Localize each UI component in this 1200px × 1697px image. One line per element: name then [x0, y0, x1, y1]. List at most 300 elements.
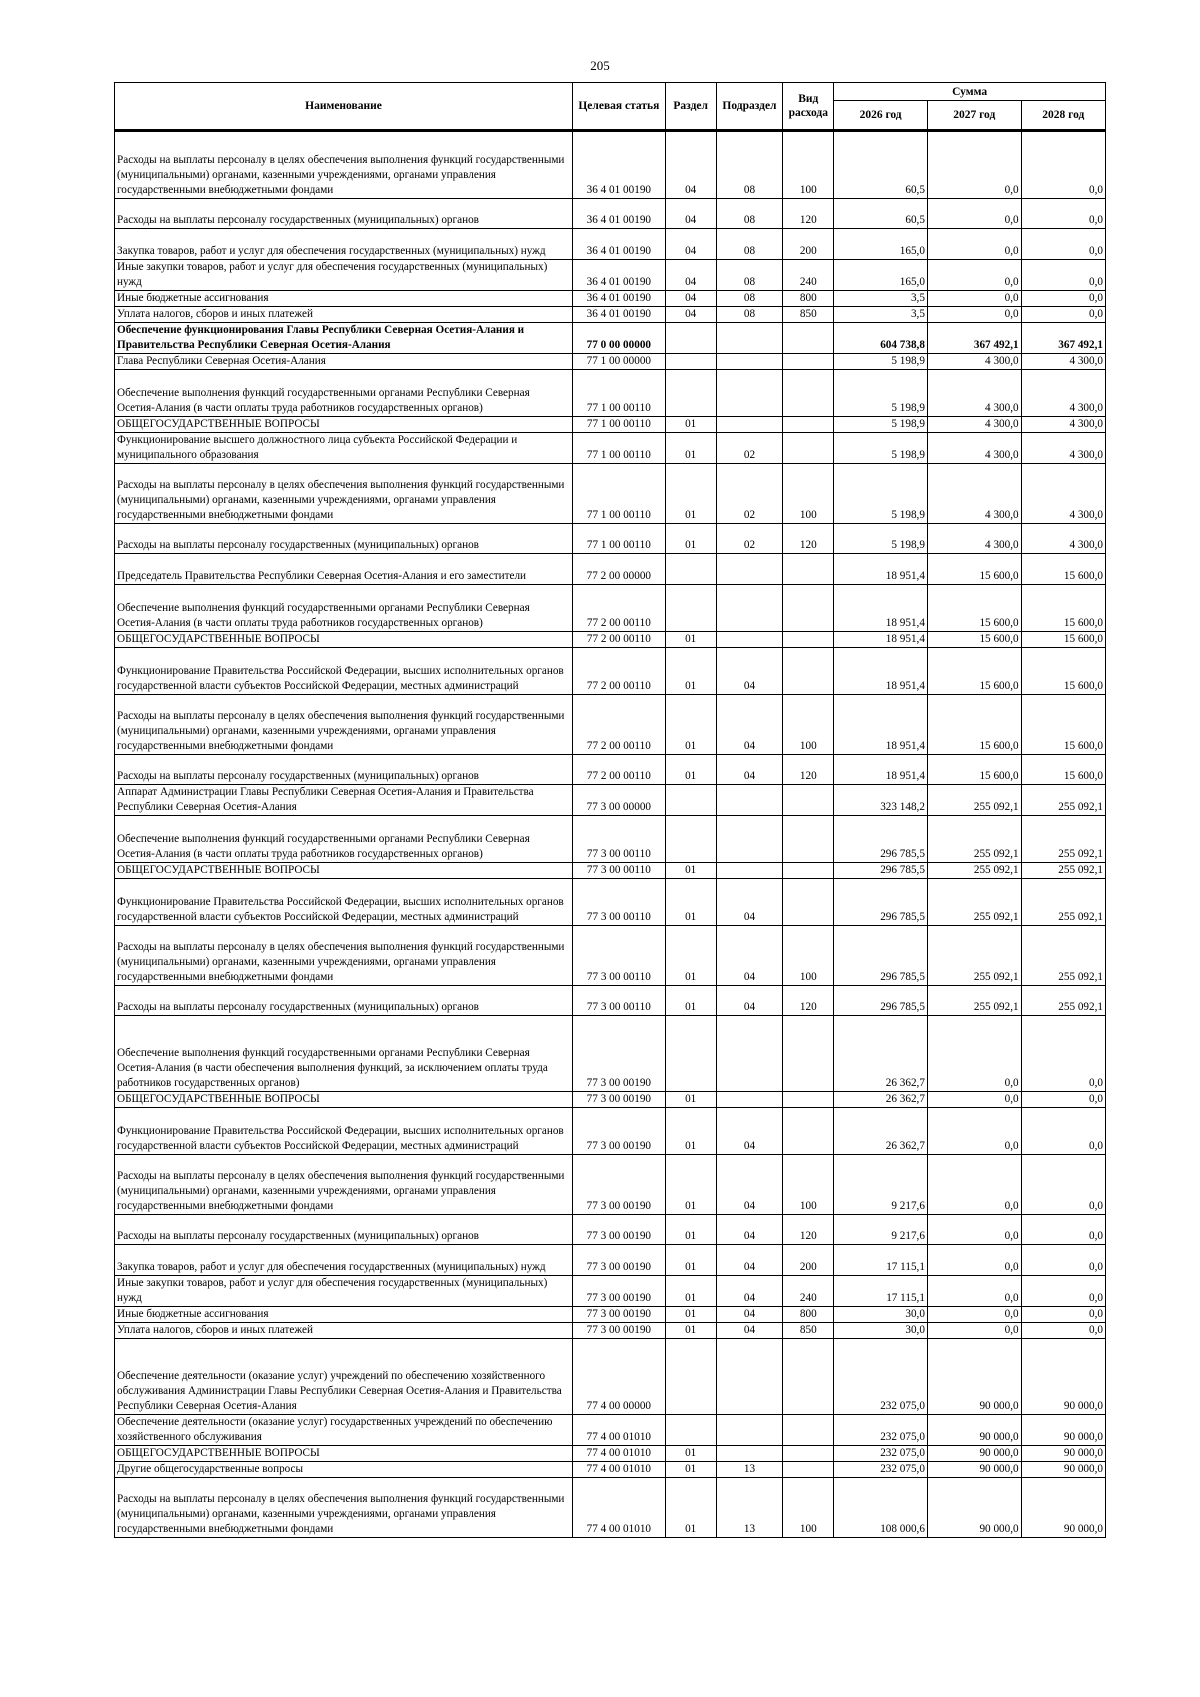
- cell-subsection: 08: [716, 307, 783, 323]
- cell-2028: 0,0: [1021, 1108, 1105, 1155]
- cell-subsection: [716, 1092, 783, 1108]
- cell-2026: 18 951,4: [834, 632, 928, 648]
- cell-section: 01: [665, 1276, 716, 1307]
- cell-2028: 0,0: [1021, 307, 1105, 323]
- cell-subsection: 04: [716, 1108, 783, 1155]
- cell-type: [783, 370, 834, 417]
- cell-type: 200: [783, 1245, 834, 1276]
- cell-section: 04: [665, 199, 716, 229]
- cell-section: 01: [665, 1108, 716, 1155]
- table-row: [115, 863, 1106, 879]
- cell-type: [783, 1092, 834, 1108]
- cell-target: 77 0 00 00000: [573, 323, 666, 354]
- cell-section: 01: [665, 1446, 716, 1462]
- table-row: [115, 585, 1106, 632]
- cell-subsection: 04: [716, 879, 783, 926]
- table-row: [115, 648, 1106, 695]
- cell-2027: 255 092,1: [927, 879, 1021, 926]
- cell-2027: 255 092,1: [927, 863, 1021, 879]
- cell-2028: 0,0: [1021, 1276, 1105, 1307]
- cell-2028: 367 492,1: [1021, 323, 1105, 354]
- table-row: [115, 1415, 1106, 1446]
- cell-subsection: [716, 863, 783, 879]
- cell-2026: 3,5: [834, 307, 928, 323]
- cell-target: 77 3 00 00190: [573, 1108, 666, 1155]
- cell-name: Расходы на выплаты персоналу в целях обеспечения выполнения функций государственными (муниципальными) органами, казенными учреждениями, органами управления государственными внебюджетными фондами: [115, 1155, 573, 1215]
- cell-2028: 255 092,1: [1021, 879, 1105, 926]
- cell-2026: 26 362,7: [834, 1092, 928, 1108]
- cell-2028: 4 300,0: [1021, 417, 1105, 433]
- cell-2026: 60,5: [834, 199, 928, 229]
- cell-name: Функционирование Правительства Российской Федерации, высших исполнительных органов государственной власти субъектов Российской Федерации, местных администраций: [115, 1108, 573, 1155]
- cell-subsection: 04: [716, 926, 783, 986]
- cell-2028: 15 600,0: [1021, 554, 1105, 585]
- cell-subsection: [716, 417, 783, 433]
- cell-target: 77 3 00 00110: [573, 863, 666, 879]
- cell-2026: 18 951,4: [834, 695, 928, 755]
- cell-2028: 90 000,0: [1021, 1462, 1105, 1478]
- table-row: [115, 1446, 1106, 1462]
- cell-2028: 0,0: [1021, 1016, 1105, 1092]
- cell-target: 77 2 00 00000: [573, 554, 666, 585]
- cell-2026: 232 075,0: [834, 1415, 928, 1446]
- table-row: [115, 1215, 1106, 1245]
- cell-2028: 0,0: [1021, 229, 1105, 260]
- cell-type: [783, 1108, 834, 1155]
- cell-type: [783, 554, 834, 585]
- table-row: [115, 260, 1106, 291]
- cell-section: 01: [665, 1323, 716, 1339]
- cell-section: [665, 354, 716, 370]
- cell-2027: 4 300,0: [927, 354, 1021, 370]
- cell-section: 01: [665, 417, 716, 433]
- cell-section: [665, 323, 716, 354]
- table-row: [115, 1307, 1106, 1323]
- table-row: [115, 307, 1106, 323]
- cell-2027: 255 092,1: [927, 816, 1021, 863]
- cell-2027: 0,0: [927, 291, 1021, 307]
- cell-2027: 4 300,0: [927, 524, 1021, 554]
- cell-section: [665, 785, 716, 816]
- cell-name: ОБЩЕГОСУДАРСТВЕННЫЕ ВОПРОСЫ: [115, 632, 573, 648]
- cell-section: 01: [665, 926, 716, 986]
- cell-type: 240: [783, 260, 834, 291]
- cell-type: 800: [783, 1307, 834, 1323]
- cell-type: [783, 816, 834, 863]
- cell-target: 77 1 00 00110: [573, 524, 666, 554]
- header-name: Наименование: [115, 83, 573, 131]
- cell-type: [783, 323, 834, 354]
- cell-subsection: 04: [716, 648, 783, 695]
- cell-2028: 0,0: [1021, 291, 1105, 307]
- cell-subsection: [716, 1339, 783, 1415]
- cell-2026: 5 198,9: [834, 370, 928, 417]
- cell-2026: 9 217,6: [834, 1215, 928, 1245]
- table-row: [115, 554, 1106, 585]
- table-row: [115, 417, 1106, 433]
- cell-type: 120: [783, 524, 834, 554]
- cell-section: 01: [665, 1155, 716, 1215]
- cell-type: 100: [783, 131, 834, 199]
- cell-type: [783, 785, 834, 816]
- table-row: [115, 229, 1106, 260]
- cell-2028: 255 092,1: [1021, 863, 1105, 879]
- cell-2027: 255 092,1: [927, 986, 1021, 1016]
- cell-2028: 0,0: [1021, 260, 1105, 291]
- cell-2026: 5 198,9: [834, 417, 928, 433]
- cell-2027: 90 000,0: [927, 1462, 1021, 1478]
- cell-target: 77 2 00 00110: [573, 755, 666, 785]
- cell-subsection: [716, 323, 783, 354]
- cell-name: Расходы на выплаты персоналу в целях обеспечения выполнения функций государственными (муниципальными) органами, казенными учреждениями, органами управления государственными внебюджетными фондами: [115, 1478, 573, 1538]
- cell-2028: 0,0: [1021, 199, 1105, 229]
- cell-section: 01: [665, 464, 716, 524]
- cell-type: 100: [783, 926, 834, 986]
- cell-type: [783, 1446, 834, 1462]
- cell-2027: 0,0: [927, 260, 1021, 291]
- cell-type: [783, 417, 834, 433]
- cell-subsection: 04: [716, 1276, 783, 1307]
- cell-type: 100: [783, 1478, 834, 1538]
- cell-subsection: 02: [716, 524, 783, 554]
- cell-target: 77 2 00 00110: [573, 695, 666, 755]
- cell-2026: 26 362,7: [834, 1016, 928, 1092]
- cell-2026: 323 148,2: [834, 785, 928, 816]
- cell-target: 36 4 01 00190: [573, 291, 666, 307]
- cell-section: 04: [665, 291, 716, 307]
- cell-subsection: 08: [716, 229, 783, 260]
- header-2028: 2028 год: [1021, 101, 1105, 131]
- cell-subsection: [716, 785, 783, 816]
- cell-target: 36 4 01 00190: [573, 199, 666, 229]
- cell-subsection: [716, 585, 783, 632]
- cell-subsection: 04: [716, 695, 783, 755]
- cell-2028: 15 600,0: [1021, 585, 1105, 632]
- cell-2026: 60,5: [834, 131, 928, 199]
- cell-section: 01: [665, 879, 716, 926]
- cell-subsection: 08: [716, 291, 783, 307]
- cell-subsection: 13: [716, 1462, 783, 1478]
- cell-2028: 15 600,0: [1021, 632, 1105, 648]
- cell-name: ОБЩЕГОСУДАРСТВЕННЫЕ ВОПРОСЫ: [115, 417, 573, 433]
- table-row: [115, 816, 1106, 863]
- cell-name: ОБЩЕГОСУДАРСТВЕННЫЕ ВОПРОСЫ: [115, 1446, 573, 1462]
- cell-2027: 90 000,0: [927, 1415, 1021, 1446]
- cell-2027: 0,0: [927, 199, 1021, 229]
- cell-2028: 4 300,0: [1021, 433, 1105, 464]
- table-row: [115, 524, 1106, 554]
- cell-section: 01: [665, 1307, 716, 1323]
- header-sum: Сумма: [834, 83, 1106, 101]
- cell-section: [665, 816, 716, 863]
- cell-2026: 232 075,0: [834, 1446, 928, 1462]
- cell-subsection: [716, 816, 783, 863]
- cell-subsection: 04: [716, 1215, 783, 1245]
- cell-target: 77 4 00 00000: [573, 1339, 666, 1415]
- table-body: [115, 131, 1106, 1538]
- cell-2027: 0,0: [927, 1307, 1021, 1323]
- cell-name: Расходы на выплаты персоналу в целях обеспечения выполнения функций государственными (муниципальными) органами, казенными учреждениями, органами управления государственными внебюджетными фондами: [115, 464, 573, 524]
- table-row: [115, 1245, 1106, 1276]
- table-row: [115, 926, 1106, 986]
- cell-2028: 90 000,0: [1021, 1446, 1105, 1462]
- table-row: [115, 1462, 1106, 1478]
- cell-subsection: [716, 632, 783, 648]
- cell-2027: 15 600,0: [927, 585, 1021, 632]
- cell-target: 77 3 00 00190: [573, 1245, 666, 1276]
- cell-2027: 90 000,0: [927, 1478, 1021, 1538]
- cell-2028: 0,0: [1021, 1245, 1105, 1276]
- cell-2027: 0,0: [927, 1092, 1021, 1108]
- cell-2027: 0,0: [927, 1155, 1021, 1215]
- cell-2026: 296 785,5: [834, 863, 928, 879]
- cell-target: 36 4 01 00190: [573, 260, 666, 291]
- cell-target: 77 1 00 00110: [573, 464, 666, 524]
- cell-section: [665, 370, 716, 417]
- cell-2027: 0,0: [927, 1108, 1021, 1155]
- header-2026: 2026 год: [834, 101, 928, 131]
- cell-2027: 255 092,1: [927, 785, 1021, 816]
- cell-2026: 232 075,0: [834, 1462, 928, 1478]
- cell-2027: 4 300,0: [927, 417, 1021, 433]
- cell-type: 120: [783, 199, 834, 229]
- cell-2028: 0,0: [1021, 1092, 1105, 1108]
- cell-2027: 4 300,0: [927, 370, 1021, 417]
- cell-target: 77 3 00 00190: [573, 1276, 666, 1307]
- cell-subsection: [716, 1016, 783, 1092]
- cell-2027: 0,0: [927, 307, 1021, 323]
- table-row: [115, 695, 1106, 755]
- cell-name: Обеспечение выполнения функций государственными органами Республики Северная Осетия-Алания (в части оплаты труда работников государственных органов): [115, 585, 573, 632]
- table-row: [115, 986, 1106, 1016]
- cell-subsection: [716, 1415, 783, 1446]
- cell-subsection: [716, 554, 783, 585]
- cell-2026: 232 075,0: [834, 1339, 928, 1415]
- cell-target: 77 3 00 00190: [573, 1323, 666, 1339]
- cell-target: 77 3 00 00190: [573, 1092, 666, 1108]
- table-row: [115, 131, 1106, 199]
- cell-name: Расходы на выплаты персоналу в целях обеспечения выполнения функций государственными (муниципальными) органами, казенными учреждениями, органами управления государственными внебюджетными фондами: [115, 695, 573, 755]
- cell-2028: 255 092,1: [1021, 785, 1105, 816]
- cell-2027: 90 000,0: [927, 1446, 1021, 1462]
- cell-name: Функционирование Правительства Российской Федерации, высших исполнительных органов государственной власти субъектов Российской Федерации, местных администраций: [115, 648, 573, 695]
- cell-name: Обеспечение деятельности (оказание услуг) учреждений по обеспечению хозяйственного обслуживания Администрации Главы Республики Северная Осетия-Алания и Правительства Республики Северная Осетия-Алания: [115, 1339, 573, 1415]
- cell-name: Аппарат Администрации Главы Республики Северная Осетия-Алания и Правительства Республики Северная Осетия-Алания: [115, 785, 573, 816]
- table-row: [115, 755, 1106, 785]
- cell-target: 77 3 00 00190: [573, 1155, 666, 1215]
- cell-2026: 108 000,6: [834, 1478, 928, 1538]
- cell-section: 04: [665, 307, 716, 323]
- cell-type: 100: [783, 464, 834, 524]
- cell-2026: 3,5: [834, 291, 928, 307]
- cell-target: 36 4 01 00190: [573, 131, 666, 199]
- page-number: 205: [590, 58, 610, 73]
- cell-subsection: [716, 1446, 783, 1462]
- cell-name: Уплата налогов, сборов и иных платежей: [115, 307, 573, 323]
- cell-name: Расходы на выплаты персоналу государственных (муниципальных) органов: [115, 524, 573, 554]
- cell-name: Обеспечение деятельности (оказание услуг) государственных учреждений по обеспечению хозяйственного обслуживания: [115, 1415, 573, 1446]
- cell-type: [783, 879, 834, 926]
- cell-section: [665, 1016, 716, 1092]
- cell-name: Расходы на выплаты персоналу государственных (муниципальных) органов: [115, 1215, 573, 1245]
- cell-2026: 604 738,8: [834, 323, 928, 354]
- cell-target: 77 3 00 00110: [573, 986, 666, 1016]
- cell-2028: 90 000,0: [1021, 1415, 1105, 1446]
- cell-type: [783, 1339, 834, 1415]
- cell-target: 77 1 00 00110: [573, 433, 666, 464]
- cell-section: 01: [665, 1462, 716, 1478]
- cell-target: 77 4 00 01010: [573, 1478, 666, 1538]
- cell-section: [665, 554, 716, 585]
- cell-section: 01: [665, 1245, 716, 1276]
- cell-type: [783, 1016, 834, 1092]
- cell-2027: 15 600,0: [927, 632, 1021, 648]
- cell-2028: 90 000,0: [1021, 1478, 1105, 1538]
- cell-section: 01: [665, 1092, 716, 1108]
- cell-section: [665, 1339, 716, 1415]
- cell-subsection: 04: [716, 1323, 783, 1339]
- cell-2026: 30,0: [834, 1323, 928, 1339]
- cell-section: 04: [665, 131, 716, 199]
- cell-name: Закупка товаров, работ и услуг для обеспечения государственных (муниципальных) нужд: [115, 229, 573, 260]
- cell-target: 77 3 00 00000: [573, 785, 666, 816]
- cell-section: 01: [665, 755, 716, 785]
- cell-2026: 18 951,4: [834, 554, 928, 585]
- cell-2027: 15 600,0: [927, 755, 1021, 785]
- cell-subsection: 08: [716, 260, 783, 291]
- table-row: [115, 291, 1106, 307]
- cell-target: 77 3 00 00190: [573, 1307, 666, 1323]
- cell-2027: 0,0: [927, 1245, 1021, 1276]
- cell-name: Председатель Правительства Республики Северная Осетия-Алания и его заместители: [115, 554, 573, 585]
- table-row: [115, 370, 1106, 417]
- cell-subsection: 04: [716, 986, 783, 1016]
- cell-2027: 15 600,0: [927, 648, 1021, 695]
- cell-2028: 0,0: [1021, 1307, 1105, 1323]
- cell-2028: 0,0: [1021, 1215, 1105, 1245]
- cell-2028: 4 300,0: [1021, 354, 1105, 370]
- cell-type: 120: [783, 1215, 834, 1245]
- cell-name: Иные закупки товаров, работ и услуг для обеспечения государственных (муниципальных) нужд: [115, 1276, 573, 1307]
- cell-target: 77 3 00 00190: [573, 1215, 666, 1245]
- cell-name: Иные закупки товаров, работ и услуг для обеспечения государственных (муниципальных) нужд: [115, 260, 573, 291]
- cell-section: 01: [665, 1478, 716, 1538]
- table-row: [115, 1092, 1106, 1108]
- cell-section: [665, 585, 716, 632]
- cell-2027: 0,0: [927, 1276, 1021, 1307]
- cell-2027: 0,0: [927, 1215, 1021, 1245]
- cell-subsection: 08: [716, 131, 783, 199]
- cell-2027: 0,0: [927, 229, 1021, 260]
- cell-section: 01: [665, 695, 716, 755]
- cell-subsection: 02: [716, 464, 783, 524]
- cell-2028: 4 300,0: [1021, 464, 1105, 524]
- table-row: [115, 433, 1106, 464]
- cell-name: ОБЩЕГОСУДАРСТВЕННЫЕ ВОПРОСЫ: [115, 1092, 573, 1108]
- cell-target: 77 2 00 00110: [573, 632, 666, 648]
- cell-subsection: 04: [716, 1155, 783, 1215]
- cell-type: 100: [783, 1155, 834, 1215]
- cell-name: Глава Республики Северная Осетия-Алания: [115, 354, 573, 370]
- cell-target: 77 2 00 00110: [573, 585, 666, 632]
- cell-type: 200: [783, 229, 834, 260]
- cell-2028: 4 300,0: [1021, 524, 1105, 554]
- table-row: [115, 1155, 1106, 1215]
- cell-type: 100: [783, 695, 834, 755]
- cell-target: 77 1 00 00110: [573, 417, 666, 433]
- cell-type: [783, 648, 834, 695]
- cell-2028: 255 092,1: [1021, 926, 1105, 986]
- cell-2026: 18 951,4: [834, 585, 928, 632]
- cell-2027: 255 092,1: [927, 926, 1021, 986]
- cell-2027: 0,0: [927, 1016, 1021, 1092]
- cell-type: [783, 1415, 834, 1446]
- cell-section: 01: [665, 433, 716, 464]
- cell-subsection: 08: [716, 199, 783, 229]
- cell-name: Функционирование Правительства Российской Федерации, высших исполнительных органов государственной власти субъектов Российской Федерации, местных администраций: [115, 879, 573, 926]
- cell-type: 120: [783, 755, 834, 785]
- cell-2028: 15 600,0: [1021, 695, 1105, 755]
- cell-name: Расходы на выплаты персоналу государственных (муниципальных) органов: [115, 986, 573, 1016]
- cell-2028: 0,0: [1021, 1323, 1105, 1339]
- header-type: Вид расхода: [783, 83, 834, 131]
- cell-2026: 26 362,7: [834, 1108, 928, 1155]
- cell-target: 77 3 00 00110: [573, 879, 666, 926]
- table-row: [115, 1276, 1106, 1307]
- cell-2027: 367 492,1: [927, 323, 1021, 354]
- cell-name: Обеспечение выполнения функций государственными органами Республики Северная Осетия-Алания (в части обеспечения выполнения функций, за исключением оплаты труда работников государственных органов): [115, 1016, 573, 1092]
- cell-2026: 165,0: [834, 229, 928, 260]
- table-row: [115, 323, 1106, 354]
- cell-name: Закупка товаров, работ и услуг для обеспечения государственных (муниципальных) нужд: [115, 1245, 573, 1276]
- cell-2026: 17 115,1: [834, 1245, 928, 1276]
- cell-2026: 9 217,6: [834, 1155, 928, 1215]
- cell-2026: 296 785,5: [834, 926, 928, 986]
- cell-type: 240: [783, 1276, 834, 1307]
- cell-2028: 90 000,0: [1021, 1339, 1105, 1415]
- cell-target: 77 3 00 00110: [573, 816, 666, 863]
- cell-2026: 18 951,4: [834, 648, 928, 695]
- cell-target: 77 2 00 00110: [573, 648, 666, 695]
- cell-type: [783, 433, 834, 464]
- table-row: [115, 785, 1106, 816]
- cell-2027: 90 000,0: [927, 1339, 1021, 1415]
- table-row: [115, 354, 1106, 370]
- cell-name: Обеспечение функционирования Главы Республики Северная Осетия-Алания и Правительства Республики Северная Осетия-Алания: [115, 323, 573, 354]
- cell-2026: 5 198,9: [834, 524, 928, 554]
- cell-subsection: 04: [716, 1307, 783, 1323]
- table-row: [115, 464, 1106, 524]
- cell-name: Функционирование высшего должностного лица субъекта Российской Федерации и муниципального образования: [115, 433, 573, 464]
- cell-target: 77 3 00 00110: [573, 926, 666, 986]
- cell-2027: 0,0: [927, 1323, 1021, 1339]
- cell-name: Обеспечение выполнения функций государственными органами Республики Северная Осетия-Алания (в части оплаты труда работников государственных органов): [115, 816, 573, 863]
- cell-name: ОБЩЕГОСУДАРСТВЕННЫЕ ВОПРОСЫ: [115, 863, 573, 879]
- cell-name: Иные бюджетные ассигнования: [115, 291, 573, 307]
- cell-2027: 15 600,0: [927, 695, 1021, 755]
- cell-target: 77 4 00 01010: [573, 1446, 666, 1462]
- cell-2026: 5 198,9: [834, 464, 928, 524]
- cell-type: [783, 863, 834, 879]
- cell-section: 01: [665, 986, 716, 1016]
- cell-section: 04: [665, 229, 716, 260]
- cell-2026: 18 951,4: [834, 755, 928, 785]
- cell-target: 36 4 01 00190: [573, 307, 666, 323]
- cell-2026: 5 198,9: [834, 354, 928, 370]
- header-target: Целевая статья: [573, 83, 666, 131]
- cell-2027: 4 300,0: [927, 433, 1021, 464]
- cell-target: 77 3 00 00190: [573, 1016, 666, 1092]
